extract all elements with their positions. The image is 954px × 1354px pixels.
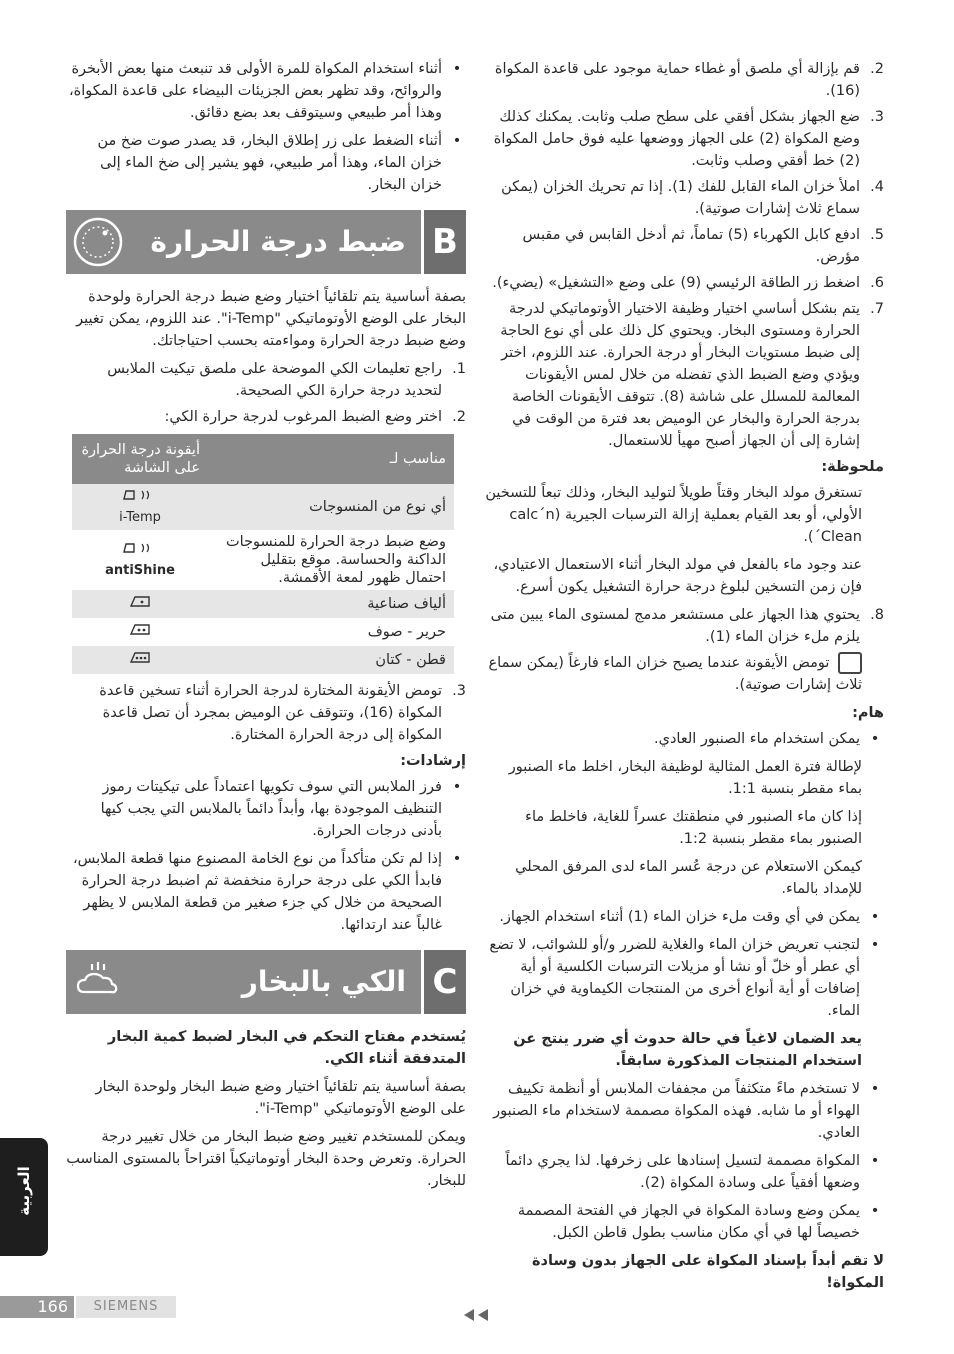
iron-steam-icon: [120, 540, 160, 556]
language-tab: العربية: [0, 1138, 48, 1256]
list-item: • لا تستخدم ماءً متكثفاً من مجففات الملابس أو أنظمة تكييف الهواء أو ما شابه. فهذه المكواة مصممة لاستخدام ماء الصنبور العادي.: [493, 1081, 880, 1141]
temperature-table: [72, 434, 454, 674]
right-column: [484, 58, 884, 1300]
list-item: • يمكن وضع وسادة المكواة في الجهاز في الفتحة المصممة خصيصاً لها في أي مكان مناسب بطول قاطن الكبل.: [517, 1203, 880, 1241]
section-b-header: [66, 210, 466, 274]
steam-cloud-icon: [72, 956, 124, 1008]
list-item: • يمكن في أي وقت ملء خزان الماء (1) أثناء استخدام الجهاز.: [499, 909, 880, 925]
table-row: ألياف صناعية: [72, 590, 454, 618]
list-item: إذا كان ماء الصنبور في منطقتك عسراً للغاية، فاخلط ماء الصنبور بماء مقطر بنسبة 1:2.: [525, 809, 862, 847]
iron-one-dot-icon: [127, 593, 153, 609]
table-row: أي نوع من المنسوجات i-Temp: [72, 484, 454, 530]
section-title: ضبط درجة الحرارة: [150, 225, 406, 258]
section-c-header: [66, 950, 466, 1014]
list-item: 3. تومض الأيقونة المختارة لدرجة الحرارة أثناء تسخين قاعدة المكواة (16)، وتتوقف عن الوميض بمجرد أن تصل قاعدة المكواة إلى درجة الحرارة المختارة.: [99, 683, 466, 743]
list-item: 1. راجع تعليمات الكي الموضحة على ملصق تيكيت الملابس لتحديد درجة حرارة الكي الصحيحة.: [107, 361, 466, 399]
list-item: 4. املأ خزان الماء القابل للفك (1). إذا تم تحريك الخزان (يمكن سماع ثلاث إشارات صوتية).: [501, 179, 884, 217]
list-item: 6. اضغط زر الطاقة الرئيسي (9) على وضع «التشغيل» (يضيء).: [492, 275, 884, 291]
list-item: • يمكن استخدام ماء الصنبور العادي.: [654, 731, 880, 747]
empty-tank-icon: [838, 652, 862, 674]
section-paragraph: ويمكن للمستخدم تغيير وضع ضبط البخار من خلال تغيير درجة الحرارة. وتعرض وحدة البخار أوتوماتيكياً اقتراحاً بالمستوى المناسب للبخار.: [66, 1129, 466, 1189]
note-paragraph: عند وجود ماء بالفعل في مولد البخار أثناء الاستعمال الاعتيادي، فإن زمن التسخين لبلوغ درجة حرارة التشغيل يكون أسرع.: [493, 557, 862, 595]
page-number: 166: [0, 1296, 74, 1318]
section-letter: C: [424, 950, 466, 1014]
table-row: قطن - كتان: [72, 646, 454, 674]
warranty-note: يعد الضمان لاغياً في حالة حدوث أي ضرر ينتج عن استخدام المنتجات المذكورة سابقاً.: [513, 1031, 862, 1069]
section-paragraph: بصفة أساسية يتم تلقائياً اختيار وضع ضبط البخار ولوحدة البخار على الوضع الأوتوماتيكي "i-Temp".: [95, 1079, 466, 1117]
table-header: مناسب لـ: [208, 434, 454, 484]
note-heading: ملحوظة:: [821, 459, 884, 475]
table-row: وضع ضبط درجة الحرارة للمنسوجات الداكنة والحساسة. موقع بتقليل احتمال ظهور لمعة الأقمشة. antiShine: [105, 534, 446, 586]
table-header: أيقونة درجة الحرارة على الشاشة: [72, 434, 208, 484]
iron-three-dots-icon: [127, 649, 153, 665]
list-item: • فرز الملابس التي سوف تكويها اعتماداً على تيكيتات رموز التنظيف الموجودة بها، وأبداً دائماً بالملابس التي يجب كيها بأدنى درجات الحرارة.: [100, 779, 462, 839]
important-heading: هام:: [852, 705, 884, 721]
left-column: [66, 58, 466, 1198]
section-intro: بصفة أساسية يتم تلقائياً اختيار وضع ضبط درجة الحرارة ولوحدة البخار على الوضع الأوتوماتيكي "i-Temp". عند اللزوم، يمكن تغيير وضع ضبط درجة الحرارة ومواءمته بحسب احتياجاتك.: [76, 289, 466, 349]
iron-steam-icon: [120, 487, 160, 503]
list-item: 2. اختر وضع الضبط المرغوب لدرجة حرارة الكي:: [164, 409, 466, 425]
list-item: 8. يحتوي هذا الجهاز على مستشعر مدمج لمستوى الماء يبين متى يلزم ملء خزان الماء (1).: [490, 607, 884, 645]
list-item: • أثناء الضغط على زر إطلاق البخار، قد يصدر صوت ضخ من خزان الماء، وهذا أمر طبيعي، فهو يشير إلى ضخ الماء إلى خزان البخار.: [97, 133, 462, 193]
list-item: • المكواة مصممة لتسيل إسنادها على زخرفها. لذا يجري دائماً وضعها أفقياً على وسادة المكواة (2).: [505, 1153, 880, 1191]
table-row: حرير - صوف: [72, 618, 454, 646]
page-footer: [0, 1296, 176, 1318]
steps-list: [484, 58, 884, 452]
list-item: 5. ادفع كابل الكهرباء (5) تماماً، ثم أدخل القابس في مقبس مؤرض.: [522, 227, 884, 265]
final-warning: لا تقم أبداً بإسناد المكواة على الجهاز بدون وسادة المكواة!: [532, 1253, 884, 1291]
icon-note: تومض الأيقونة عندما يصبح خزان الماء فارغاً (يمكن سماع ثلاث إشارات صوتية).: [484, 652, 884, 696]
brand-label: SIEMENS: [76, 1296, 176, 1318]
note-paragraph: تستغرق مولد البخار وقتاً طويلاً لتوليد البخار، وذلك تبعاً للتسخين الأولي، أو بعد القيام بعملية إزالة الترسبات الجيرية (calc´n´Clean).: [485, 485, 862, 545]
list-item: • لتجنب تعريض خزان الماء والغلاية للضرر و/أو للشوائب، لا تضع أي عطر أو خلّ أو نشا أو مزيلات الترسبات الكلسية أو أية إضافات أو أية أنواع أخرى من المنتجات الكيماوية في خزان الماء.: [489, 937, 880, 1019]
double-arrow-left-icon: [462, 1308, 492, 1322]
list-item: كيمكن الاستعلام عن درجة عُسر الماء لدى المرفق المحلي للإمداد بالماء.: [515, 859, 862, 897]
list-item: 3. ضع الجهاز بشكل أفقي على سطح صلب وثابت. يمكنك كذلك وضع المكواة (2) على الجهاز ووضعها عليه فوق حامل المكواة (2) خط أفقي وصلب وثابت.: [493, 109, 884, 169]
list-item: 2. قم بإزالة أي ملصق أو غطاء حماية موجود على قاعدة المكواة (16).: [494, 61, 884, 99]
temperature-dial-icon: [72, 216, 124, 268]
list-item: • إذا لم تكن متأكداً من نوع الخامة المصنوع منها قطعة الملابس، فابدأ الكي على درجة حرارة منخفضة ثم اضبط درجة الحرارة الصحيحة من خلال كي جزء صغير من قطعة الملابس لا يظهر غالباً عند ارتدائها.: [72, 851, 462, 933]
iron-two-dots-icon: [127, 621, 153, 637]
list-item: • أثناء استخدام المكواة للمرة الأولى قد تنبعث منها بعض الأبخرة والروائح، وقد تظهر بعض الجزيئات البيضاء على قاعدة المكواة، وهذا أمر طبيعي وسيتوقف بعد بضع دقائق.: [68, 61, 462, 121]
tips-heading: إرشادات:: [400, 753, 466, 769]
section-title: الكي بالبخار: [241, 965, 406, 998]
list-item: لإطالة فترة العمل المثالية لوظيفة البخار، اخلط ماء الصنبور بماء مقطر بنسبة 1:1.: [508, 759, 862, 797]
section-letter: B: [424, 210, 466, 274]
list-item: 7. يتم بشكل أساسي اختيار وظيفة الاختيار الأوتوماتيكي لدرجة الحرارة ومستوى البخار. ويحتوي كل ذلك على أي نوع الحاجة إلى ضبط مستويات البخار أو درجة الحرارة. عند اللزوم، اختر ويؤدي وضع الضبط الذي تفضله من خلال لمس الأيقونات المعالمة للمسلل على شاشة (8). تتوقف الأيقونات الخاصة بدرجة الحرارة والبخار عن الوميض بعد فترة من الوقت في إشارة إلى أن الجهاز أصبح مهيأ للاستعمال.: [500, 301, 884, 449]
section-intro: يُستخدم مفتاح التحكم في البخار لضبط كمية البخار المتدفقة أثناء الكي.: [107, 1029, 466, 1067]
